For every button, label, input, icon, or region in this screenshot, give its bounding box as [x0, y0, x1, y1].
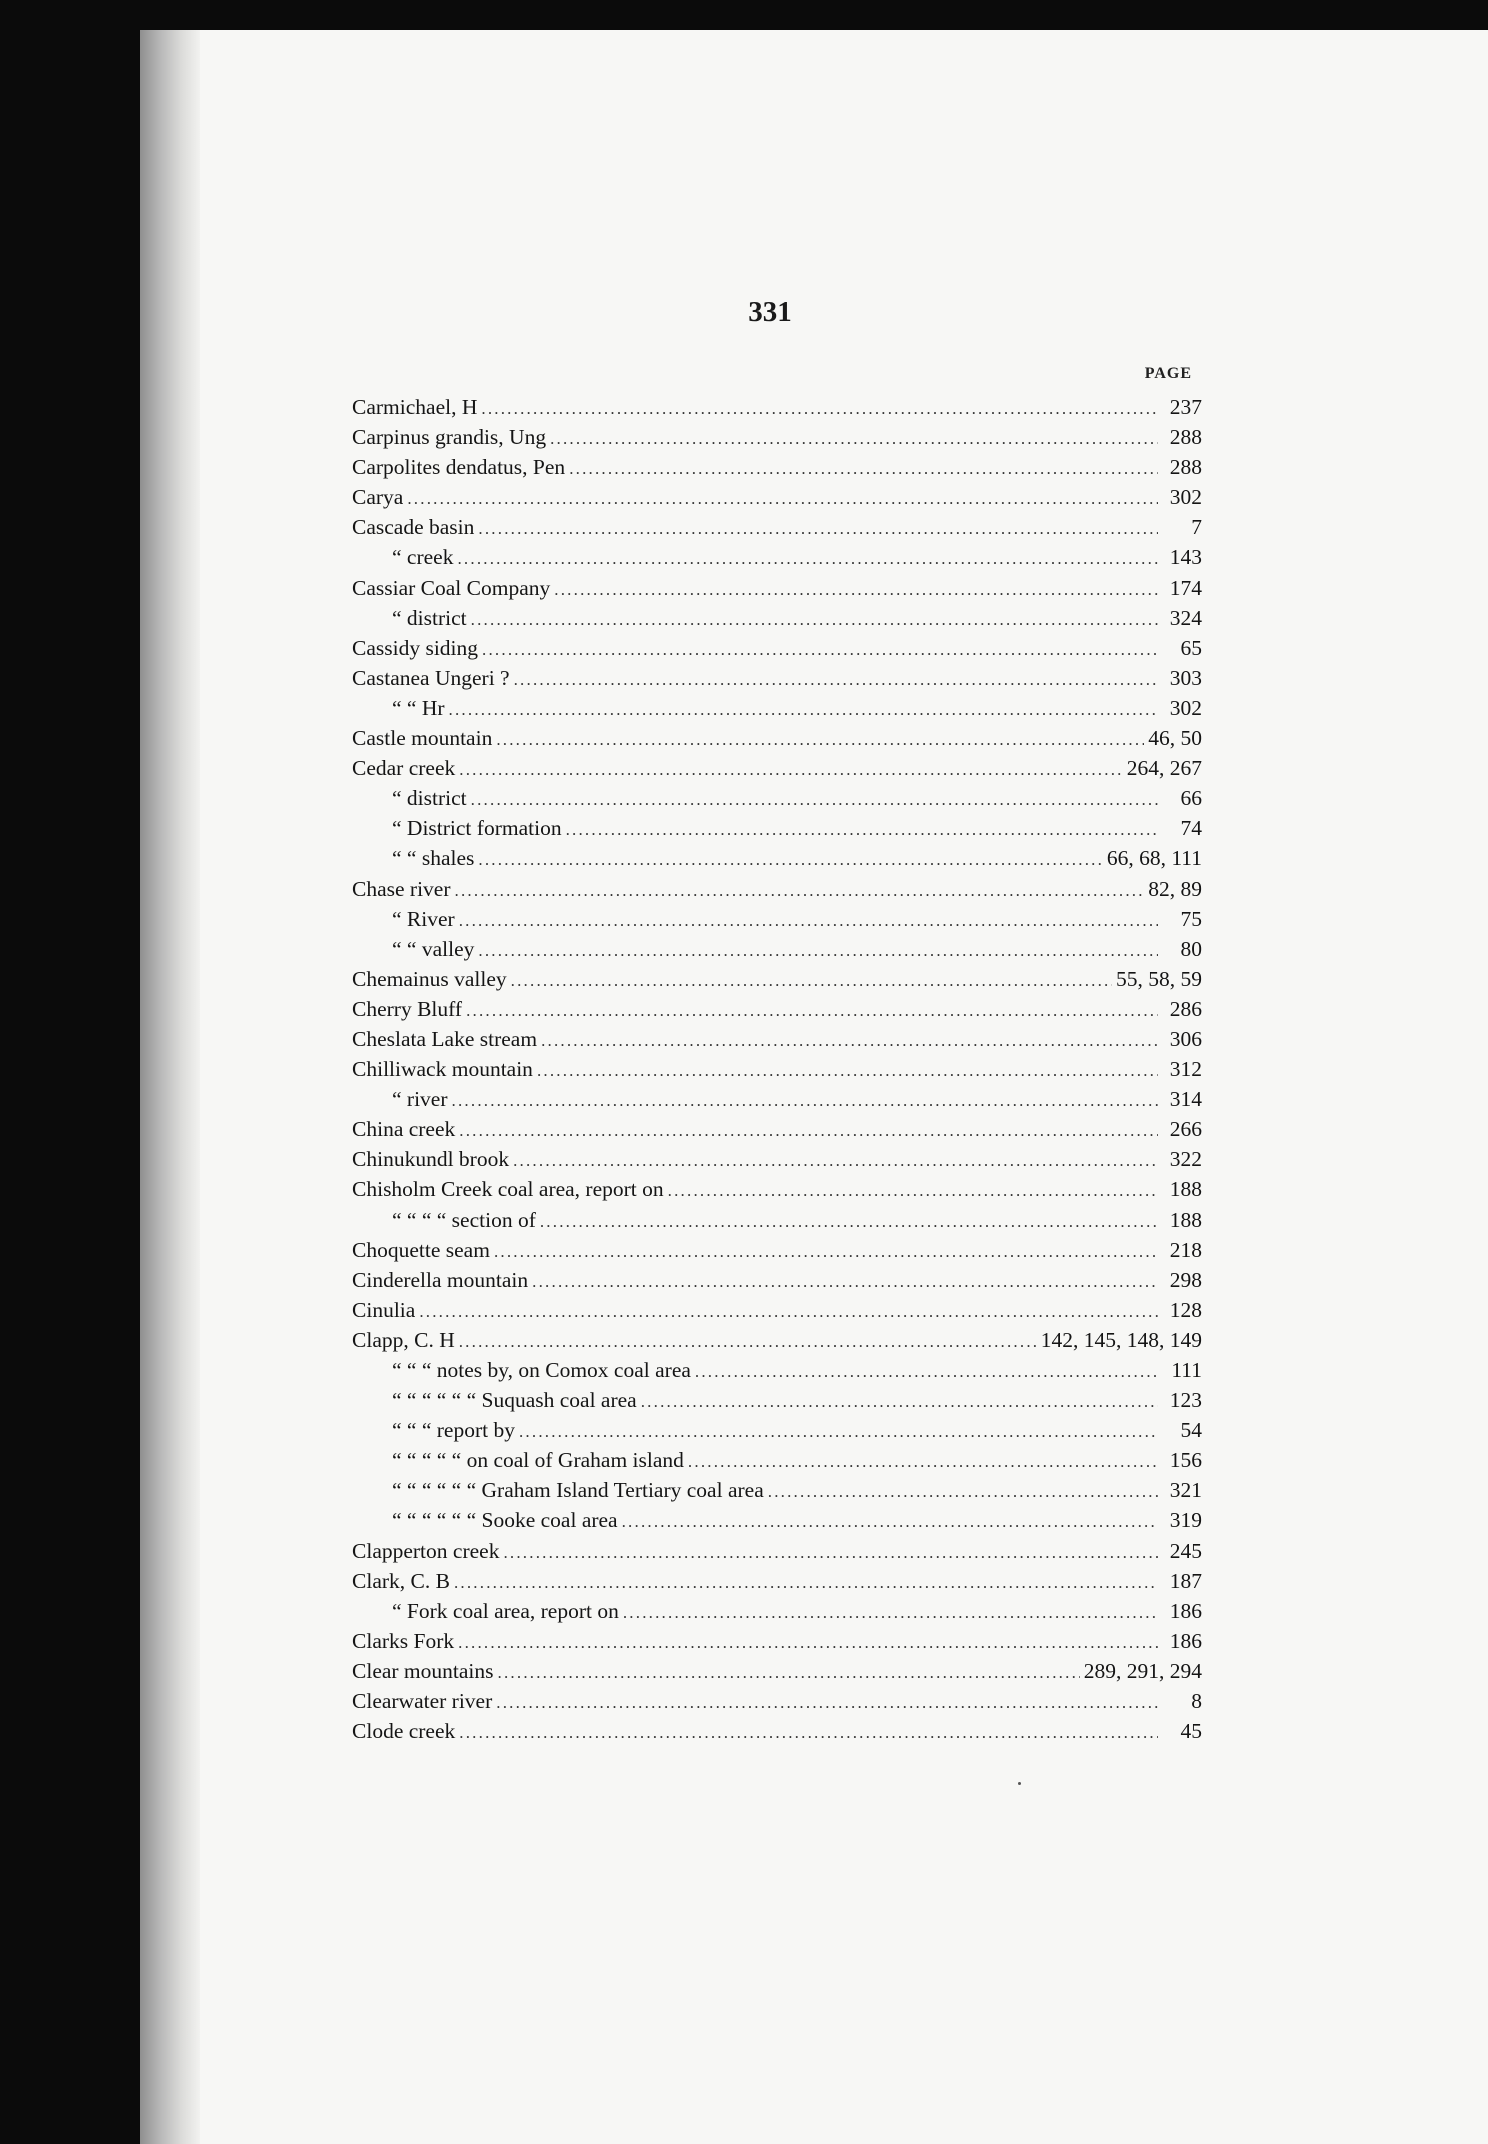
index-entry — [352, 753, 1202, 783]
index-entry-pages: 319 — [1169, 1508, 1202, 1533]
index-entry-pages: 314 — [1169, 1087, 1202, 1112]
index-entry-pages: 128 — [1169, 1297, 1202, 1322]
index-entry — [352, 663, 1202, 693]
index-entry — [352, 723, 1202, 753]
index-entry-pages: 289, 291, 294 — [1083, 1658, 1202, 1683]
index-entry-text: “ River — [392, 906, 455, 931]
index-entry-pages: 45 — [1180, 1719, 1202, 1744]
index-entry — [352, 452, 1202, 482]
index-entry — [352, 633, 1202, 663]
dot-leader — [623, 1598, 1158, 1628]
index-entry-pages: 306 — [1169, 1026, 1202, 1051]
index-entry-pages: 46, 50 — [1148, 726, 1202, 751]
dot-leader — [498, 1658, 1080, 1688]
index-entry-text: Cherry Bluff — [352, 996, 463, 1021]
index-entry-pages: 7 — [1191, 515, 1202, 540]
index-entry-pages: 55, 58, 59 — [1116, 966, 1202, 991]
dot-leader — [537, 1056, 1158, 1086]
dot-leader — [695, 1357, 1158, 1387]
dot-leader — [458, 1628, 1158, 1658]
dot-leader — [532, 1267, 1158, 1297]
dot-leader — [688, 1447, 1158, 1477]
index-entry-pages: 186 — [1169, 1628, 1202, 1653]
index-entry — [352, 1325, 1202, 1355]
index-entry — [352, 1686, 1202, 1716]
dot-leader — [459, 1327, 1037, 1357]
index-entry — [352, 542, 1202, 572]
index-entry-pages: 188 — [1169, 1207, 1202, 1232]
index-entry-pages: 187 — [1169, 1568, 1202, 1593]
index-entry — [352, 512, 1202, 542]
index-entry-pages: 266 — [1169, 1117, 1202, 1142]
index-entry-text: Clarks Fork — [352, 1628, 455, 1653]
index-entry — [352, 1716, 1202, 1746]
index-entry-pages: 54 — [1180, 1418, 1202, 1443]
index-entry-text: “ “ valley — [392, 936, 475, 961]
dot-leader — [569, 454, 1158, 484]
index-entry — [352, 964, 1202, 994]
dot-leader — [471, 785, 1158, 815]
index-entry — [352, 1656, 1202, 1686]
dot-leader — [511, 966, 1112, 996]
dot-leader — [466, 996, 1158, 1026]
index-entry-pages: 245 — [1169, 1538, 1202, 1563]
index-entry — [352, 1295, 1202, 1325]
index-entry-text: Cedar creek — [352, 756, 456, 781]
index-entry — [352, 1505, 1202, 1535]
index-entry — [352, 573, 1202, 603]
index-entry — [352, 1626, 1202, 1656]
index-entry — [352, 1355, 1202, 1385]
dot-leader — [496, 1688, 1158, 1718]
dot-leader — [550, 424, 1158, 454]
dot-leader — [541, 1026, 1158, 1056]
index-entry — [352, 392, 1202, 422]
index-entry-pages: 156 — [1169, 1448, 1202, 1473]
index-entry-pages: 302 — [1169, 485, 1202, 510]
index-entry-pages: 75 — [1180, 906, 1202, 931]
index-entry-pages: 80 — [1180, 936, 1202, 961]
index-entry — [352, 904, 1202, 934]
index-entry — [352, 1114, 1202, 1144]
index-entry — [352, 1445, 1202, 1475]
dot-leader — [481, 394, 1158, 424]
index-entry-pages: 286 — [1169, 996, 1202, 1021]
index-list — [352, 392, 1202, 1746]
dot-leader — [459, 1718, 1158, 1748]
index-entry-text: Carmichael, H — [352, 395, 478, 419]
dot-leader — [459, 906, 1158, 936]
dot-leader — [496, 725, 1144, 755]
index-entry-pages: 65 — [1180, 635, 1202, 660]
index-entry — [352, 1024, 1202, 1054]
dot-leader — [641, 1387, 1158, 1417]
dot-leader — [478, 514, 1158, 544]
index-entry-text: Carya — [352, 485, 404, 510]
index-entry-text: Cheslata Lake stream — [352, 1026, 538, 1051]
index-entry-text: Chase river — [352, 876, 451, 901]
index-entry-pages: 322 — [1169, 1147, 1202, 1172]
index-entry — [352, 994, 1202, 1024]
index-entry-pages: 312 — [1169, 1057, 1202, 1082]
index-entry-text: Cassiar Coal Company — [352, 575, 551, 600]
dot-leader — [622, 1507, 1158, 1537]
index-entry-text: “ Fork coal area, report on — [392, 1598, 619, 1623]
index-entry — [352, 1084, 1202, 1114]
index-entry-pages: 288 — [1169, 425, 1202, 450]
dot-leader — [519, 1417, 1158, 1447]
index-entry-text: Clearwater river — [352, 1689, 493, 1714]
index-entry-pages: 188 — [1169, 1177, 1202, 1202]
dot-leader — [471, 605, 1158, 635]
index-entry-text: “ “ “ “ section of — [392, 1207, 536, 1232]
index-entry-pages: 237 — [1169, 395, 1202, 419]
index-entry-text: “ “ Hr — [392, 695, 445, 720]
index-entry-text: “ “ “ “ “ “ Suquash coal area — [392, 1388, 637, 1413]
dot-leader — [494, 1237, 1158, 1267]
index-entry — [352, 1265, 1202, 1295]
index-entry-text: Cinderella mountain — [352, 1267, 529, 1292]
dot-leader — [419, 1297, 1158, 1327]
index-entry — [352, 1536, 1202, 1566]
dot-leader — [457, 544, 1158, 574]
index-entry-text: “ “ “ “ “ “ Sooke coal area — [392, 1508, 618, 1533]
index-entry-pages: 321 — [1169, 1478, 1202, 1503]
dot-leader — [503, 1538, 1158, 1568]
index-entry-text: Chisholm Creek coal area, report on — [352, 1177, 664, 1202]
index-entry-text: Clapp, C. H — [352, 1327, 455, 1352]
index-entry-text: China creek — [352, 1117, 456, 1142]
dot-leader — [449, 695, 1158, 725]
dot-leader — [668, 1176, 1158, 1206]
index-entry — [352, 1205, 1202, 1235]
index-entry-text: Clark, C. B — [352, 1568, 450, 1593]
index-entry-pages: 186 — [1169, 1598, 1202, 1623]
index-entry-text: Cinulia — [352, 1297, 416, 1322]
dot-leader — [454, 1568, 1158, 1598]
dot-leader — [482, 635, 1158, 665]
index-entry — [352, 1174, 1202, 1204]
index-entry-text: Cassidy siding — [352, 635, 479, 660]
index-entry-pages: 111 — [1171, 1358, 1202, 1382]
index-entry-text: “ “ “ report by — [392, 1418, 515, 1443]
index-entry-text: Cascade basin — [352, 515, 475, 540]
dot-leader — [514, 665, 1158, 695]
index-entry-text: Carpolites dendatus, Pen — [352, 455, 566, 480]
dot-leader — [459, 1116, 1158, 1146]
index-entry-text: Clear mountains — [352, 1658, 494, 1683]
index-entry-text: Castanea Ungeri ? — [352, 665, 510, 690]
index-entry-pages: 142, 145, 148, 149 — [1040, 1327, 1202, 1352]
index-entry-pages: 143 — [1169, 545, 1202, 570]
page-column-label: PAGE — [1144, 365, 1192, 382]
index-entry — [352, 1235, 1202, 1265]
index-entry — [352, 1596, 1202, 1626]
dot-leader — [407, 484, 1158, 514]
dot-leader — [768, 1477, 1158, 1507]
index-entry-pages: 324 — [1169, 605, 1202, 630]
index-entry-text: Chinukundl brook — [352, 1147, 510, 1172]
index-entry — [352, 1566, 1202, 1596]
index-entry — [352, 693, 1202, 723]
index-entry — [352, 934, 1202, 964]
dot-leader — [478, 845, 1102, 875]
index-entry-pages: 74 — [1180, 816, 1202, 841]
dot-leader — [566, 815, 1158, 845]
index-entry-pages: 66, 68, 111 — [1106, 846, 1202, 871]
index-entry-text: Clapperton creek — [352, 1538, 500, 1563]
index-entry — [352, 783, 1202, 813]
index-entry-pages: 302 — [1169, 695, 1202, 720]
index-entry-text: Castle mountain — [352, 726, 493, 751]
index-entry-text: “ river — [392, 1087, 448, 1112]
index-entry-text: Choquette seam — [352, 1237, 490, 1262]
index-entry-pages: 123 — [1169, 1388, 1202, 1413]
index-entry — [352, 1385, 1202, 1415]
index-entry-pages: 218 — [1169, 1237, 1202, 1262]
index-entry — [352, 603, 1202, 633]
index-entry — [352, 813, 1202, 843]
paper-speck — [1018, 1782, 1021, 1785]
index-entry-pages: 66 — [1180, 786, 1202, 811]
index-entry — [352, 1054, 1202, 1084]
dot-leader — [554, 575, 1158, 605]
index-entry-text: “ “ “ notes by, on Comox coal area — [392, 1358, 691, 1382]
index-entry-text: “ creek — [392, 545, 454, 570]
dot-leader — [540, 1207, 1158, 1237]
dot-leader — [452, 1086, 1158, 1116]
index-entry-text: “ district — [392, 786, 467, 811]
index-entry-pages: 174 — [1169, 575, 1202, 600]
index-entry — [352, 1144, 1202, 1174]
index-entry-pages: 82, 89 — [1148, 876, 1202, 901]
index-entry-text: “ “ “ “ “ on coal of Graham island — [392, 1448, 684, 1473]
index-entry-text: “ district — [392, 605, 467, 630]
index-entry — [352, 874, 1202, 904]
index-entry-text: Chilliwack mountain — [352, 1057, 533, 1082]
dot-leader — [513, 1146, 1158, 1176]
page-number: 331 — [748, 296, 792, 328]
index-entry — [352, 843, 1202, 873]
dot-leader — [455, 876, 1145, 906]
index-entry-pages: 8 — [1191, 1689, 1202, 1714]
index-entry-text: Clode creek — [352, 1719, 456, 1744]
index-entry-text: Carpinus grandis, Ung — [352, 425, 547, 450]
index-entry — [352, 482, 1202, 512]
dot-leader — [478, 936, 1158, 966]
index-entry-pages: 288 — [1169, 455, 1202, 480]
index-entry — [352, 1475, 1202, 1505]
index-entry-text: Chemainus valley — [352, 966, 507, 991]
index-entry — [352, 1415, 1202, 1445]
index-entry-text: “ District formation — [392, 816, 562, 841]
book-spine-shadow — [140, 30, 200, 2144]
index-entry-pages: 298 — [1169, 1267, 1202, 1292]
index-entry-text: “ “ shales — [392, 846, 475, 871]
index-entry — [352, 422, 1202, 452]
index-entry-pages: 303 — [1169, 665, 1202, 690]
dot-leader — [459, 755, 1123, 785]
index-entry-pages: 264, 267 — [1126, 756, 1202, 781]
index-entry-text: “ “ “ “ “ “ Graham Island Tertiary coal area — [392, 1478, 764, 1503]
